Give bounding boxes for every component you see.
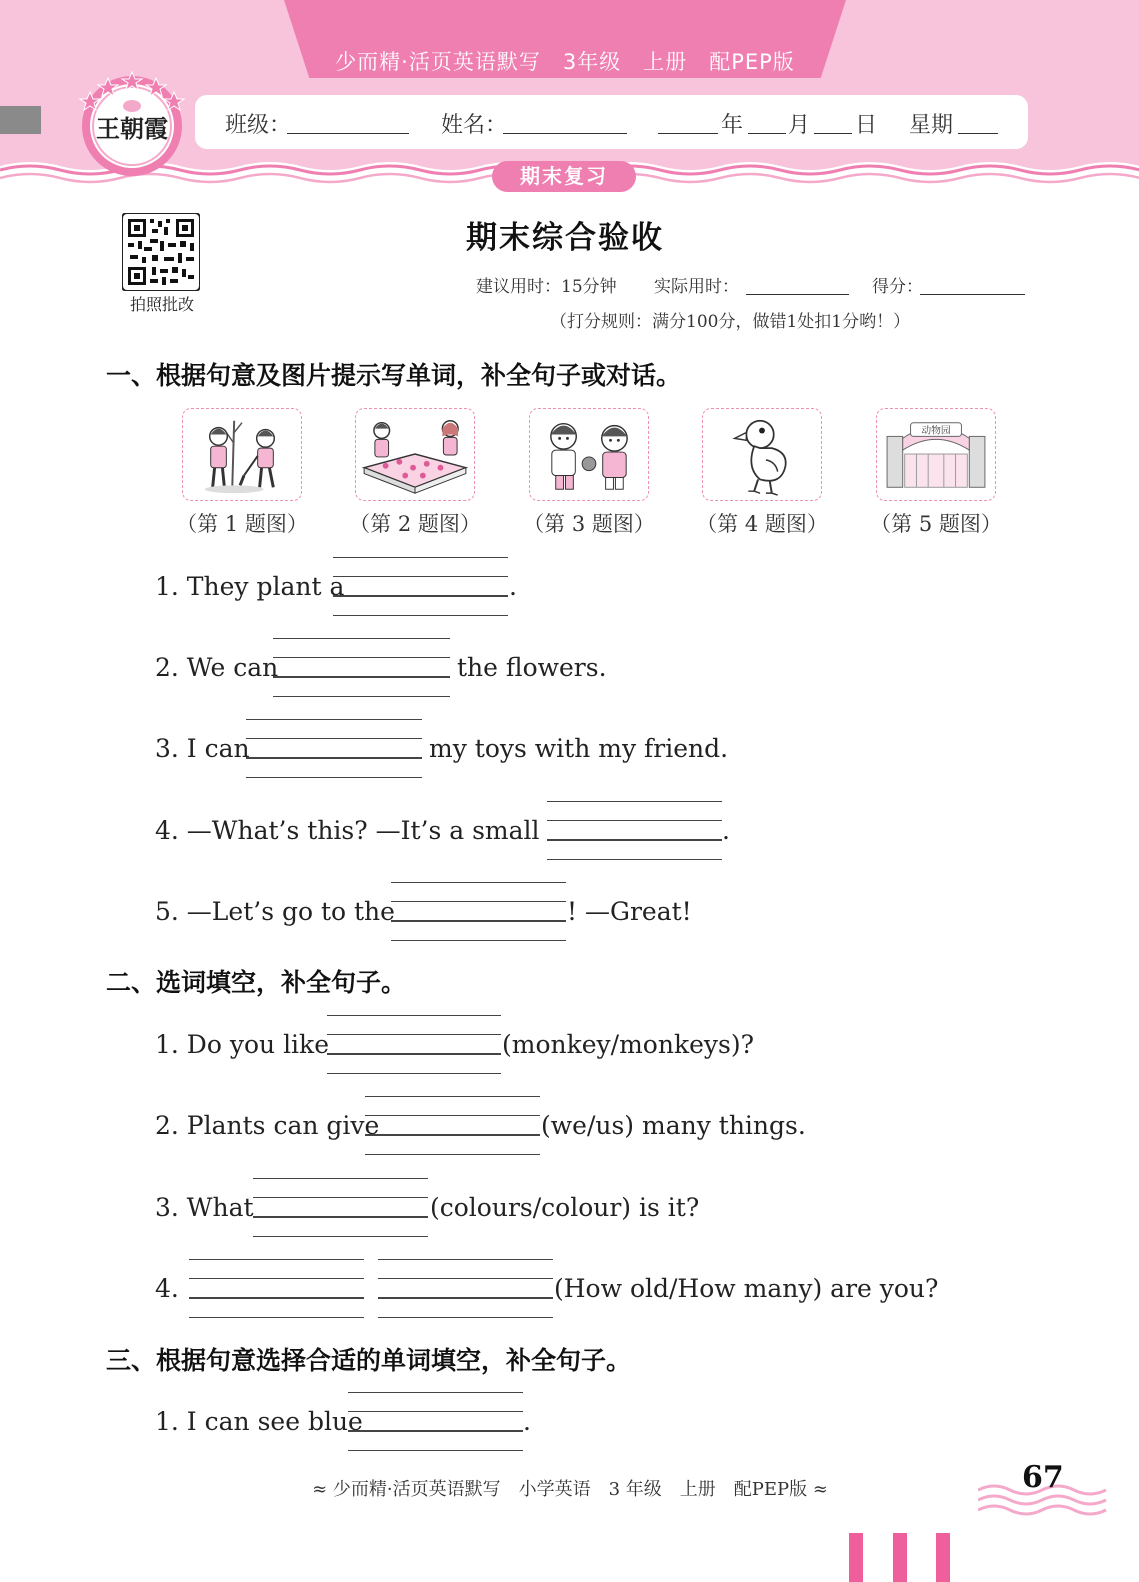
qr-code-icon[interactable] [122, 213, 200, 291]
s2-q4-text: 4. [155, 1274, 179, 1303]
caption-2: （第 2 题图） [349, 512, 481, 536]
suggested-time: 建议用时：15分钟 [476, 277, 617, 297]
actual-time-label: 实际用时： [654, 277, 739, 297]
s2-q1-text: 1. Do you like [155, 1030, 329, 1059]
section2-title: 二、选词填空，补全句子。 [106, 968, 407, 997]
bottom-bar-2 [893, 1533, 907, 1582]
s1-q5-after: ! —Great! [567, 897, 692, 926]
s1-q1-answer-lines[interactable] [333, 557, 508, 615]
s1-q4-after: . [722, 816, 730, 845]
score-label: 得分： [872, 277, 923, 297]
children-playing-icon [530, 409, 648, 500]
s1-q2-after: the flowers. [457, 653, 607, 682]
bottom-bar-3 [936, 1533, 950, 1582]
page-edge-tab [0, 106, 41, 134]
s1-q2-text: 2. We can [155, 653, 279, 682]
class-label: 班级： [225, 113, 292, 138]
s2-q2-after: (we/us) many things. [541, 1111, 806, 1140]
tree-planting-icon [183, 409, 301, 500]
picture-2 [355, 408, 475, 501]
s1-q4-text: 4. —What’s this? —It’s a small [155, 816, 540, 845]
caption-4: （第 4 题图） [696, 512, 828, 536]
picture-3 [529, 408, 649, 501]
picture-5 [876, 408, 996, 501]
class-blank[interactable] [287, 133, 409, 134]
caption-5: （第 5 题图） [870, 512, 1002, 536]
series-title: 少而精·活页英语默写 3年级 上册 配PEP版 [335, 50, 795, 74]
weekday-blank[interactable] [958, 133, 998, 134]
flower-bed-icon [356, 409, 474, 500]
s1-q2-answer-lines[interactable] [273, 638, 450, 696]
page-title: 期末综合验收 [466, 220, 664, 256]
picture-1 [182, 408, 302, 501]
footer-series: ≈ 少而精·活页英语默写 小学英语 3 年级 上册 配PEP版 ≈ [312, 1479, 828, 1500]
qr-label: 拍照批改 [129, 295, 194, 314]
scoring-rule: （打分规则：满分100分，做错1处扣1分哟！） [550, 312, 911, 332]
s3-q1-after: . [523, 1407, 531, 1436]
s2-q1-after: (monkey/monkeys)? [502, 1030, 755, 1059]
s3-q1-text: 1. I can see blue [155, 1407, 363, 1436]
svg-text:动物园: 动物园 [921, 425, 951, 437]
s2-q2-text: 2. Plants can give [155, 1111, 380, 1140]
name-blank[interactable] [503, 133, 627, 134]
brand-logo-icon [74, 62, 190, 182]
month-blank[interactable] [748, 133, 786, 134]
bottom-bar-1 [849, 1533, 863, 1582]
s2-q3-answer-lines[interactable] [253, 1178, 428, 1236]
s2-q4-after: (How old/How many) are you? [554, 1274, 939, 1303]
caption-1: （第 1 题图） [176, 512, 308, 536]
s2-q1-answer-lines[interactable] [327, 1015, 501, 1073]
zoo-gate-icon [877, 409, 995, 500]
weekday-label: 星期 [909, 113, 954, 138]
s1-q1-text: 1. They plant a [155, 572, 345, 601]
review-badge: 期末复习 [492, 161, 636, 192]
actual-time-blank[interactable] [746, 294, 849, 295]
section1-title: 一、根据句意及图片提示写单词，补全句子或对话。 [106, 361, 682, 390]
section3-title: 三、根据句意选择合适的单词填空，补全句子。 [106, 1346, 632, 1375]
picture-4 [702, 408, 822, 501]
s2-q2-answer-lines[interactable] [365, 1096, 540, 1154]
s1-q3-text: 3. I can [155, 734, 250, 763]
caption-3: （第 3 题图） [523, 512, 655, 536]
s1-q3-after: my toys with my friend. [429, 734, 729, 763]
day-label: 日 [855, 113, 878, 138]
duck-icon [703, 409, 821, 500]
s2-q3-text: 3. What [155, 1193, 254, 1222]
s2-q4-answer-lines-a[interactable] [189, 1259, 364, 1317]
s2-q3-after: (colours/colour) is it? [430, 1193, 700, 1222]
student-info-box [195, 95, 1028, 149]
score-blank[interactable] [920, 294, 1025, 295]
s1-q5-answer-lines[interactable] [391, 882, 566, 940]
s3-q1-answer-lines[interactable] [348, 1392, 523, 1450]
day-blank[interactable] [814, 133, 852, 134]
s1-q4-answer-lines[interactable] [547, 801, 722, 859]
month-label: 月 [788, 113, 811, 138]
s2-q4-answer-lines-b[interactable] [378, 1259, 553, 1317]
year-label: 年 [721, 113, 744, 138]
name-label: 姓名： [441, 113, 508, 138]
s1-q5-text: 5. —Let’s go to the [155, 897, 395, 926]
s1-q3-answer-lines[interactable] [246, 719, 422, 777]
year-blank[interactable] [658, 133, 718, 134]
page-number: 67 [1022, 1460, 1064, 1495]
s1-q1-after: . [509, 572, 517, 601]
svg-text:王朝霞: 王朝霞 [96, 117, 168, 143]
